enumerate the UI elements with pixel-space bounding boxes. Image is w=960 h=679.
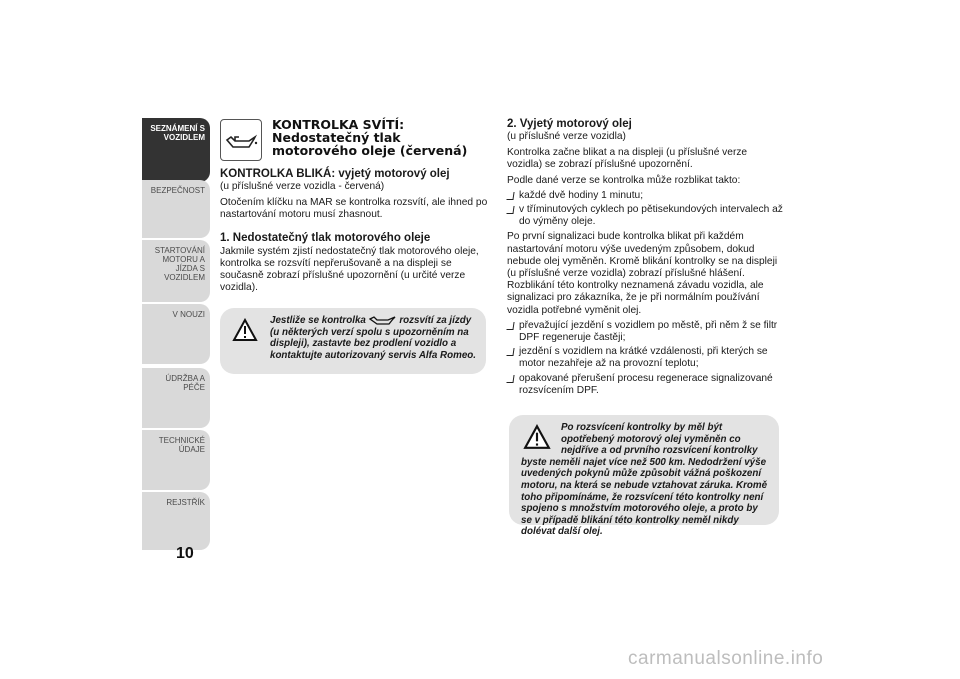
list-item: jezdění s vozidlem na krátké vzdálenosti, při kterých se motor nezahřeje až na provozní teplotu; <box>507 346 785 370</box>
lamp-title <box>272 118 492 157</box>
warning-box-1 <box>220 308 486 374</box>
cause-list <box>507 320 785 397</box>
left-column <box>220 168 490 298</box>
blink-mode-list <box>507 190 785 229</box>
tab-label: SEZNÁMENÍ S VOZIDLEM <box>150 124 205 142</box>
blink-text: Otočením klíčku na MAR se kontrolka rozsvítí, ale ihned po nastartování motoru musí zhasnout. <box>220 197 488 221</box>
warning1-text-after: rozsvítí za jízdy (u některých verzí spolu s upozorněním na displeji), zastavte bez prodlení vozidlo a kontaktujte autorizovaný servis Alfa Romeo. <box>270 315 476 361</box>
tab-label: STARTOVÁNÍ MOTORU A JÍZDA S VOZIDLEM <box>154 246 205 282</box>
right-column <box>507 118 785 399</box>
list-item: opakované přerušení procesu regenerace signalizované rozsvícením DPF. <box>507 373 785 397</box>
section2-p3: Po první signalizaci bude kontrolka blikat při každém nastartování motoru výše uvedeným způsobem, dokud nebude olej vyměněn. Kromě blikání kontrolky se na displeji (u příslušné verze vozidla) zobrazí příslušné hlášení. Rozblikání této kontrolky neznamená závadu vozidla, ale signalizaci pro zákazníka, že je při normálním používání vozidla potřebné vyměnit olej. <box>507 231 778 316</box>
lamp-title-line: KONTROLKA SVÍTÍ: <box>272 117 405 132</box>
tab-udrzba[interactable] <box>142 368 210 428</box>
tab-label: REJSTŘÍK <box>166 498 205 507</box>
section2-p1: Kontrolka začne blikat a na displeji (u příslušné verze vozidla) se zobrazí příslušné upozornění. <box>507 147 748 171</box>
warning2-text: Po rozsvícení kontrolky by měl být opotřebený motorový olej vyměněn co nejdříve a od prvního rozsvícení kontrolky byste neměli najet více než 500 km. Nedodržení výše uvedených pokynů může způsobit vážná poškození motoru, na která se nebude vztahovat záruka. Kromě toho připomínáme, že rozsvícení této kontrolky není spojeno s množstvím motorového oleje, a proto by se v případě blikání této kontrolky neměl nikdy dolévat další olej. <box>521 422 768 538</box>
inline-oil-icon <box>369 315 397 325</box>
tab-startovani[interactable] <box>142 240 210 302</box>
tab-label: ÚDRŽBA A PÉČE <box>165 374 205 392</box>
section2-p2: Podle dané verze se kontrolka může rozblikat takto: <box>507 174 741 186</box>
section1-text: Jakmile systém zjistí nedostatečný tlak motorového oleje, kontrolka se rozsvítí nepřerušovaně a na displeji se současně zobrazí příslušné upozornění (u určité verze vozidla). <box>220 245 479 294</box>
tab-technicke-udaje[interactable] <box>142 430 210 490</box>
section2-subtitle: (u příslušné verze vozidla) <box>507 131 626 142</box>
page-number: 10 <box>176 545 194 562</box>
section2-title: 2. Vyjetý motorový olej <box>507 118 632 130</box>
list-item: převažující jezdění s vozidlem po městě, při něm ž se filtr DPF regeneruje častěji; <box>507 320 785 344</box>
lamp-title-line: motorového oleje (červená) <box>272 143 468 158</box>
warning1-text-before: Jestliže se kontrolka <box>270 315 366 326</box>
lamp-title-line: Nedostatečný tlak <box>272 130 401 145</box>
tab-v-nouzi[interactable] <box>142 304 210 364</box>
list-item: každé dvě hodiny 1 minutu; <box>507 190 785 202</box>
tab-label: BEZPEČNOST <box>150 186 205 195</box>
tab-label: V NOUZI <box>172 310 205 319</box>
tab-label: TECHNICKÉ ÚDAJE <box>158 436 205 454</box>
list-item: v tříminutových cyklech po pětisekundových intervalech až do výměny oleje. <box>507 204 785 228</box>
watermark: carmanualsonline.info <box>628 648 824 669</box>
warning-box-2 <box>509 415 779 538</box>
tab-rejstrik[interactable] <box>142 492 210 550</box>
section1-title: 1. Nedostatečný tlak motorového oleje <box>220 231 431 244</box>
warning-triangle-icon <box>232 318 258 342</box>
warning-triangle-icon <box>523 424 551 450</box>
blink-subtitle: (u příslušné verze vozidla - červená) <box>220 181 385 192</box>
blink-heading: KONTROLKA BLIKÁ: vyjetý motorový olej <box>220 168 450 180</box>
tab-bezpecnost[interactable] <box>142 180 210 238</box>
tab-seznameni[interactable] <box>142 118 210 182</box>
oil-pressure-icon <box>220 119 262 161</box>
